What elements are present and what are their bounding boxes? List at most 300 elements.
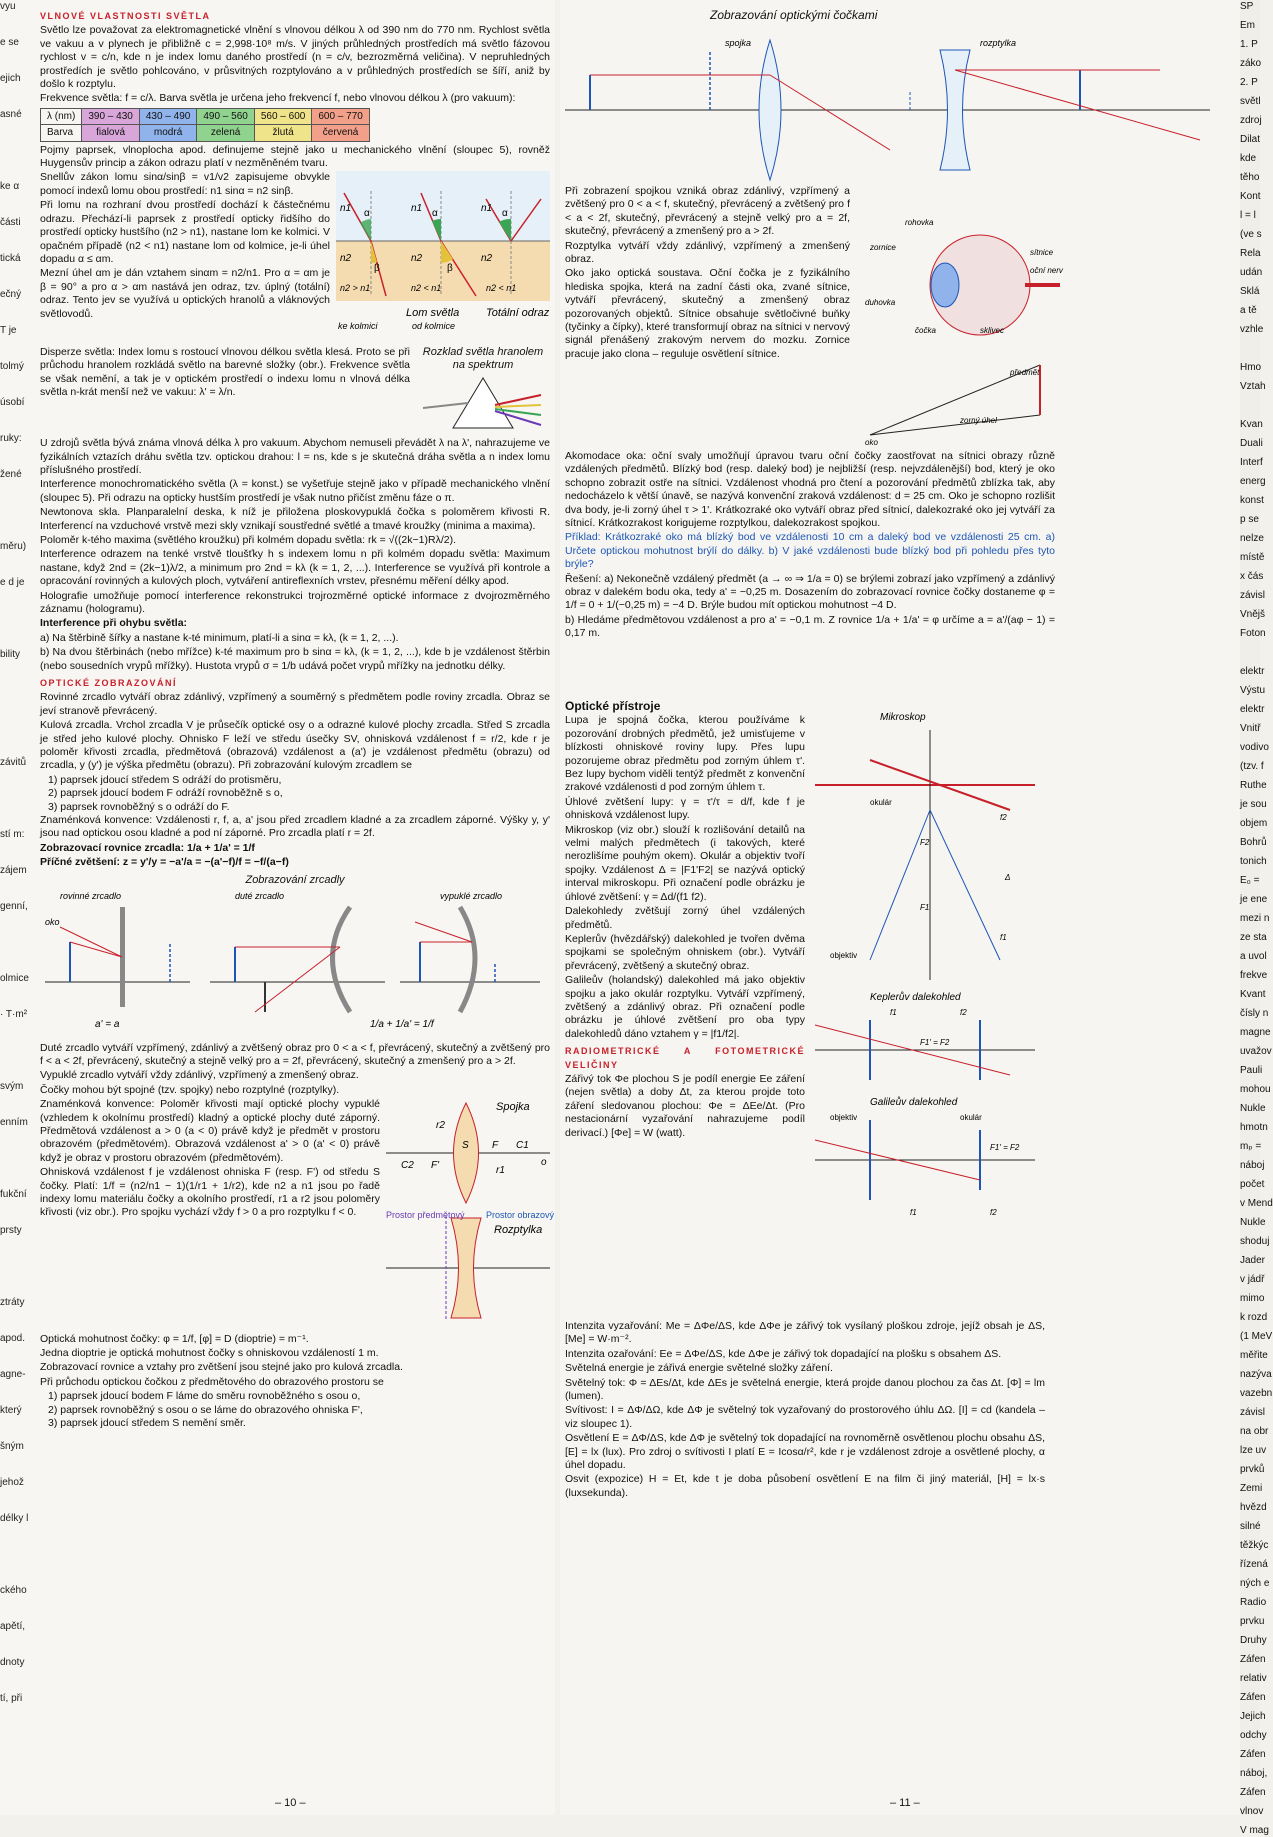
paragraph: Rozptylka vytváří vždy zdánlivý, vzpřímený a zmenšený obraz. (565, 239, 850, 266)
strip-text: SP (1240, 1, 1254, 12)
paragraph: Při průchodu optickou čočkou z předmětového do obrazového prostoru se (40, 1375, 384, 1388)
section-title-radiometric: RADIOMETRICKÉ A FOTOMETRICKÉ VELIČINY (565, 1046, 805, 1070)
paragraph: Kulová zrcadla. Vrchol zrcadla V je průsečík optické osy o a odrazné kulové plochy zrcadla. Střed S zrcadla je střed jeho kulové plochy. Ohnisko F leží ve středu úsečky SV, ohnisková vzdálenost f = r/2, kde r je poloměr křivosti zrcadla, předmětová (obrazová) vzdálenost a (a') je vzdálenost předmětu (obrazu) od zrcadla, y (y') je výška předmětu (obrazu). Při zobrazování kulovým zrcadlem se (40, 719, 550, 772)
label-S: S (462, 1140, 469, 1152)
refraction-figure (336, 171, 550, 345)
strip-text: Hmo (1240, 362, 1262, 373)
strip-text: Rela (1240, 248, 1261, 259)
strip-text: Em (1240, 20, 1255, 31)
left-cut-text (0, 1548, 40, 1562)
label-alpha: α (364, 208, 370, 220)
ray (955, 70, 1200, 140)
eye-label: duhovka (865, 298, 896, 307)
paragraph: Pojmy paprsek, vlnoplocha apod. definujeme stejně jako u mechanického vlnění (sloupec 5), rovněž Huygensův princip a zákon odrazu platí v nezměněném tvaru. (40, 143, 550, 170)
strip-text: Vnějš (1240, 609, 1266, 620)
strip-text: Druhy (1240, 1635, 1267, 1646)
strip-text: náboj, (1240, 1768, 1268, 1779)
label-eye: oko (45, 917, 60, 928)
paragraph: Rovinné zrcadlo vytváří obraz zdánlivý, vzpřímený a souměrný s předmětem podle roviny zrcadla. Obraz se jeví stranově převrácený. (40, 691, 550, 717)
paragraph: Interference monochromatického světla (λ = konst.) se vyšetřuje stejně jako v případě mechanického vlnění (sloupec 5). Při odrazu na opticky hustším prostředí je však nutno přičíst změnu fáze o π. (40, 478, 550, 504)
strip-text: elektr (1240, 666, 1265, 677)
left-cut-text: agne- (0, 1369, 26, 1380)
strip-text: Nukle (1240, 1217, 1266, 1228)
paragraph: b) Na dvou štěrbinách (nebo mřížce) k-té maximum pro b sinα = kλ, (k = 1, 2, ...), kde b je vzdálenost štěrbin (nebo sousedních vrypů mřížky). Hustota vrypů σ = 1/b udává počet vrypů mřížky na jednotku délky. (40, 646, 550, 672)
prism-figure (416, 346, 550, 437)
strip-text: elektr (1240, 704, 1265, 715)
strip-text (1240, 399, 1260, 412)
label-r1: r1 (496, 1165, 505, 1177)
lens-diagram (386, 1098, 555, 1328)
next-page-strip (1240, 0, 1273, 1836)
label-F-prime: F' (431, 1160, 440, 1172)
left-cut-text: T je (0, 325, 17, 336)
strip-text: prvků (1240, 1464, 1265, 1475)
paragraph: Duté zrcadlo vytváří vzpřímený, zdánlivý a zvětšený obraz pro 0 < a < f, převrácený, skutečný a zvětšený pro f < a < 2f, převrácený, skutečný a stejně velký pro a = 2f, převrácený, skutečný a zmenšený pro a > 2f. (40, 1041, 550, 1067)
condition-label: n2 < n1 (486, 283, 517, 294)
left-cut-text: tolmý (0, 361, 24, 372)
left-cut-text: fukční (0, 1189, 27, 1200)
left-cut-column (0, 0, 40, 1728)
strip-text: Výstu (1240, 685, 1266, 696)
galileo-label: f1 (910, 1208, 917, 1217)
left-cut-text: dnoty (0, 1657, 25, 1668)
strip-text: 2. P (1240, 77, 1258, 88)
paragraph: Čočky mohou být spojné (tzv. spojky) nebo rozptylné (rozptylky). (40, 1083, 340, 1096)
instruments-title: Optické přístroje (565, 699, 661, 713)
left-cut-text (0, 720, 40, 734)
strip-text: Záfen (1240, 1787, 1266, 1798)
label-C2: C2 (401, 1160, 414, 1172)
label-rozptylka: Rozptylka (494, 1224, 543, 1237)
caption-totalni: Totální odraz (486, 307, 550, 320)
prism-diagram (423, 373, 543, 433)
strip-text: 1. P (1240, 39, 1258, 50)
strip-text: prvku (1240, 1616, 1265, 1627)
lens-text-column (565, 185, 850, 362)
strip-text (1240, 646, 1260, 659)
left-cut-text: délky l (0, 1513, 29, 1524)
concave-mirror (333, 907, 351, 1012)
spectrum-range: 490 – 560 (197, 108, 255, 124)
lens-imaging-diagram (560, 30, 1230, 180)
left-cut-text: ečný (0, 289, 22, 300)
strip-text: konst (1240, 495, 1264, 506)
left-cut-text: prsty (0, 1225, 22, 1236)
page-11 (560, 0, 1240, 1815)
strip-text: k rozd (1240, 1312, 1268, 1323)
left-cut-text: žené (0, 469, 22, 480)
eye-label: předmět (1010, 368, 1040, 377)
strip-text: Radio (1240, 1597, 1267, 1608)
strip-text: Kvan (1240, 419, 1263, 430)
strip-text (1240, 342, 1260, 355)
strip-text: l = l (1240, 210, 1256, 221)
strip-text: V mag (1240, 1825, 1269, 1836)
left-cut-text: úsobí (0, 397, 25, 408)
list-item: 3) paprsek rovnoběžný s o odráží do F. (48, 800, 230, 813)
strip-text: Jader (1240, 1255, 1266, 1266)
ray (255, 947, 340, 1012)
strip-text: objem (1240, 818, 1268, 829)
strip-text: a tě (1240, 305, 1257, 316)
label-prostor-obrazovy: Prostor obrazový (486, 1210, 555, 1221)
strip-text: vzhle (1240, 324, 1264, 335)
label-alpha: α (432, 208, 438, 220)
label-n1: n1 (340, 203, 352, 215)
paragraph: Jedna dioptrie je optická mohutnost čočky s ohniskovou vzdáleností 1 m. (40, 1346, 379, 1359)
strip-text: Foton (1240, 628, 1266, 639)
galileo-label: okulár (960, 1113, 982, 1122)
paragraph: Keplerův (hvězdářský) dalekohled je tvořen dvěma spojkami se společným ohniskem (obr.). Vytváří převrácený, zvětšený a skutečný obraz. (565, 932, 805, 972)
ray (930, 810, 1000, 960)
caption-lom: Lom světla (406, 307, 460, 320)
paragraph: Interference při ohybu světla: (40, 617, 188, 630)
strip-text: nelze (1240, 533, 1264, 544)
paragraph: Interference odrazem na tenké vrstvě tloušťky h s indexem lomu n při kolmém dopadu světla: Maximum nastane, když 2nd = (2k−1)λ/2, a minimum pro 2nd = kλ (k = 1, 2, ...). Interference se využívá při kontrole a opracování rovinných a kulových ploch, vytváření antireflexních vrstev, přesnému měření délky apod. (40, 548, 550, 588)
paragraph: Lupa je spojná čočka, kterou používáme k pozorování drobných předmětů, jež umisťujeme v blízkosti ohniskové roviny lupy. Přes lupu pozorujeme obraz předmětu pod zorným úhlem τ'. Bez lupy bychom viděli tentýž předmět z konvenční zrakové vzdálenosti d pod zorným úhlem τ. (565, 714, 805, 794)
microscope-label: f2 (1000, 813, 1007, 822)
paragraph: Optická mohutnost čočky: φ = 1/f, [φ] = D (dioptrie) = m⁻¹. (40, 1332, 309, 1345)
paragraph: Světlo lze považovat za elektromagnetické vlnění s vlnovou délkou λ od 390 nm do 770 nm. Rychlost světla ve vakuu a v plynech je přibližně c = 2,998·10⁸ m/s. V jiných průhledných prostředích má světlo fázovou rychlost v = c/n, kde n je index lomu daného prostředí (n = c/v, bezrozměrná veličina). V nepruhledných prostředích je světlo pohlcováno, v průsvitných rozptylováno a v průhledných prostředích se šíří, aniž by došlo k rozptylu. (40, 24, 550, 91)
left-cut-text: ztráty (0, 1297, 25, 1308)
label-plane-eq: a' = a (95, 1019, 120, 1031)
strip-text: Zemi (1240, 1483, 1263, 1494)
strip-text: místě (1240, 552, 1265, 563)
left-cut-text (0, 936, 40, 950)
paragraph: Poloměr k-tého maxima (světlého kroužku) při kolmém dopadu světla: rk = √((2k−1)Rλ/2). (40, 533, 456, 546)
left-cut-text (0, 1044, 40, 1058)
spectrum-range: 390 – 430 (82, 108, 140, 124)
strip-text: je ene (1240, 894, 1268, 905)
left-cut-text: olmice (0, 973, 29, 984)
strip-text: závisl (1240, 1407, 1266, 1418)
convex-mirror (460, 907, 475, 1012)
eye-label: čočka (915, 326, 936, 335)
eye-label: sítnice (1030, 248, 1054, 257)
strip-text: Vnitř (1240, 723, 1261, 734)
microscope-label: F1 (920, 903, 930, 912)
strip-text: náboj (1240, 1160, 1265, 1171)
strip-text: ných e (1240, 1578, 1270, 1589)
page-10 (0, 0, 555, 1815)
paragraph: Světelná energie je zářivá energie světelné složky záření. (565, 1362, 833, 1375)
label-beta: β (374, 263, 380, 275)
strip-text: vodivo (1240, 742, 1269, 753)
paragraph: Znaménková konvence: Poloměr křivosti mají optické plochy vypuklé (vzhledem k okolnímu prostředí) kladný a optické plochy duté záporný. Předmětová vzdálenost a > 0 (a < 0) právě když je předmět v prostoru obrazovém (předmětovém). Obrazová vzdálenost a' > 0 (a' < 0) právě když je obraz v prostoru obrazovém (předmětovém). (40, 1098, 380, 1164)
left-cut-text: který (0, 1405, 22, 1416)
eye-diagram (860, 205, 1063, 447)
left-cut-text: e se (0, 37, 19, 48)
page-number: – 10 – (275, 1797, 306, 1809)
paragraph: Akomodace oka: oční svaly umožňují úpravou tvaru oční čočky zaostřovat na sítnici obrazy různě vzdálených předmětů. Blízký bod (resp. daleký bod) je nejbližší (resp. nejvzdálenější) bod, který je oko schopno zobrazit ostře na sítnici. Vzdálenost vhodná pro čtení a pozorování předmětů zblízka tak, aby nedocházelo k větší únavě, se nazývá konvenční zraková vzdálenost: d = 25 cm. Oko je schopno rozlišit dva body, je-li zorný úhel τ > 1'. Krátkozraké oko vytváří obraz před sítnicí, dalekozraké oko jej vytváří za sítnicí. Krátkozrakost korigujeme rozptylkou, dalekozrakost spojkou. (565, 450, 1055, 530)
paragraph: U zdrojů světla bývá známa vlnová délka λ pro vakuum. Abychom nemuseli převádět λ na λ', nahrazujeme ve fyzikálních vztazích dráhu světla tzv. optickou drahou: l = ns, kde s je skutečná dráha světla a n index lomu příslušného prostředí. (40, 437, 550, 476)
spectrum-row-label: Barva (41, 125, 82, 141)
left-cut-text (0, 1260, 40, 1274)
strip-text: Záfen (1240, 1749, 1266, 1760)
left-cut-text: bility (0, 649, 21, 660)
strip-text: Bohrů (1240, 837, 1267, 848)
label-n2: n2 (481, 253, 493, 265)
strip-text: hmotn (1240, 1122, 1268, 1133)
left-cut-text: · T·m² (0, 1009, 28, 1020)
spectrum-color: fialová (82, 125, 140, 141)
left-cut-text (0, 504, 40, 518)
section-title-optics: OPTICKÉ ZOBRAZOVÁNÍ (40, 678, 178, 688)
strip-text: vlnov (1240, 1806, 1264, 1817)
left-cut-text: zájem (0, 865, 27, 876)
prism-caption: Rozklad světla hranolem na spektrum (422, 345, 544, 372)
left-cut-text: vyu (0, 1, 16, 12)
lens-figure (386, 1098, 555, 1332)
label-prostor-predmetovy: Prostor předmětový (386, 1210, 465, 1221)
equation: Příčné zvětšení: z = y'/y = −a'/a = −(a'−f)/f = −f/(a−f) (40, 856, 289, 869)
paragraph: Úhlové zvětšení lupy: γ = τ'/τ = d/f, kde f je ohnisková vzdálenost lupy. (565, 795, 805, 822)
eye-label: sklivec (980, 326, 1005, 335)
strip-text: těžkýc (1240, 1540, 1269, 1551)
left-cut-text: svým (0, 1081, 24, 1092)
solution-paragraph: Řešení: a) Nekonečně vzdálený předmět (a → ∞ ⇒ 1/a = 0) se brýlemi zobrazí jako vzpřímený a zdánlivý obraz v dalekém bodu oka, tedy a' = −0,25 m. Dosazením do zobrazovací rovnice čočky dostaneme φ = 1/f = 0 + 1/(−0,25 m) = −4 D. Brýle budou mít optickou mohutnost −4 D. (565, 572, 1055, 612)
paragraph: Při lomu na rozhraní dvou prostředí dochází k částečnému odrazu. Přechází-li paprsek z prostředí opticky řidšího do prostředí opticky hustšího (n2 > n1), nastane lom ke kolmici. V opačném případě (n2 < n1) nastane lom od kolmice, je-li úhel dopadu α ≤ αm. (40, 199, 330, 265)
paragraph: Intenzita ozařování: Ee = ΔΦe/ΔS, kde ΔΦe je zářivý tok dopadající na plošku s obsahem ΔS. (565, 1347, 1002, 1360)
strip-text: Záfen (1240, 1692, 1266, 1703)
strip-text: čísly n (1240, 1008, 1269, 1019)
strip-text: Sklá (1240, 286, 1260, 297)
strip-text: silné (1240, 1521, 1261, 1532)
strip-text: kde (1240, 153, 1257, 164)
mirrors-figure (40, 874, 550, 1042)
paragraph: Mezní úhel αm je dán vztahem sinαm = n2/n1. Pro α = αm je β = 90° a pro α > αm nastává jen odraz, tzv. úplný (totální) odraz. Tento jev se využívá u optických hranolů a vláknových světlovodů. (40, 267, 330, 320)
eye-lens (931, 263, 959, 307)
spectrum-color: modrá (139, 125, 197, 141)
paragraph: Disperze světla: Index lomu s rostoucí vlnovou délkou světla klesá. Proto se při průchodu hranolem rozkládá světlo na barevné složky (obr.). Frekvence světla se však nemění, a tak je v optickém prostředí o indexu lomu n vlnová délka světla n-krát menší než ve vakuu: λ' = λ/n. (40, 345, 410, 399)
strip-text: řízená (1240, 1559, 1268, 1570)
left-cut-text: e d je (0, 577, 25, 588)
page-number: – 11 – (890, 1797, 920, 1809)
strip-text: udán (1240, 267, 1263, 278)
paragraph: Znaménková konvence: Vzdálenosti r, f, a, a' jsou před zrcadlem kladné a za zrcadlem záporné. Výšky y, y' jsou nad optickou osou kladné a pod ní záporné. Pro zrcadla platí r = 2f. (40, 814, 550, 840)
galileo-label: F1' = F2 (990, 1143, 1020, 1152)
left-cut-text: ruky: (0, 433, 22, 444)
label-F: F (492, 1140, 499, 1152)
condition-label: n2 < n1 (411, 283, 442, 294)
strip-text: energ (1240, 476, 1266, 487)
label-alpha: α (502, 208, 508, 220)
left-cut-text: měru) (0, 541, 27, 552)
paragraph: Newtonova skla. Planparalelní deska, k níž je přiložena ploskovypuklá čočka s poloměrem křivosti R. Interferencí na vzduchové vrstvě mezi skly vznikají soustředné světlé a tmavé kroužky (minima a maxima). (40, 506, 550, 532)
strip-text: měřite (1240, 1350, 1268, 1361)
strip-text: uvažov (1240, 1046, 1272, 1057)
mirrors-diagram (40, 887, 545, 1037)
strip-text: záko (1240, 58, 1262, 69)
left-cut-text (0, 684, 40, 698)
paragraph: Dalekohledy zvětšují zorný úhel vzdálených předmětů. (565, 905, 805, 931)
strip-text: závisl (1240, 590, 1266, 601)
solution-paragraph: b) Hledáme předmětovou vzdálenost a pro a' = −0,1 m. Z rovnice 1/a + 1/a' = φ určíme a = a'/(aφ − 1) = 0,17 m. (565, 613, 1055, 640)
strip-text: Kvant (1240, 989, 1266, 1000)
strip-text: vazebn (1240, 1388, 1273, 1399)
galileo-title: Galileův dalekohled (870, 1097, 958, 1108)
equation: Zobrazovací rovnice zrcadla: 1/a + 1/a' = 1/f (40, 841, 255, 854)
mirrors-title: Zobrazování zrcadly (245, 873, 345, 886)
strip-text: p se (1240, 514, 1259, 525)
strip-text: (ve s (1240, 229, 1262, 240)
label-n1: n1 (481, 203, 493, 215)
paragraph: Vypuklé zrcadlo vytváří vždy zdánlivý, vzpřímený a zmenšený obraz. (40, 1069, 359, 1082)
strip-text: relativ (1240, 1673, 1267, 1684)
paragraph: a) Na štěrbině šířky a nastane k-té minimum, platí-li a sinα = kλ, (k = 1, 2, ...). (40, 631, 399, 644)
left-cut-text: tí, při (0, 1693, 23, 1704)
left-cut-text: tická (0, 253, 21, 264)
microscope-label: Δ (1005, 873, 1011, 882)
ray (870, 810, 930, 960)
list-item: 1) paprsek jdoucí středem S odráží do protisměru, (48, 773, 282, 786)
strip-text: Vztah (1240, 381, 1266, 392)
paragraph: Intenzita vyzařování: Me = ΔΦe/ΔS, kde ΔΦe je zářivý tok vysílaný ploškou zdroje, jejíž obsah je ΔS, [Me] = W·m⁻². (565, 1320, 1045, 1346)
kepler-label: F1' = F2 (920, 1038, 950, 1047)
left-cut-text (0, 792, 40, 806)
eye-label: oční nerv (1030, 266, 1063, 275)
microscope-title: Mikroskop (880, 712, 926, 723)
section-title-light: VLNOVÉ VLASTNOSTI SVĚTLA (40, 11, 211, 21)
convex-lens (759, 40, 781, 180)
strip-text: Nukle (1240, 1103, 1266, 1114)
paragraph: Oko jako optická soustava. Oční čočka je z fyzikálního hlediska spojka, která na zadní části oka, zvané sítnice, vytváří převrácený, skutečný a zmenšený obraz pozorovaných objektů. Sítnice obsahuje světločivné buňky (tyčinky a čípky), které transformují obraz na sítnici v nervový signál přenášený zrakovým nervem do mozku. Zornice pracuje jako clona – reguluje osvětlení sítnice. (565, 267, 850, 360)
eye-text-column (565, 450, 1055, 642)
paragraph: Mikroskop (viz obr.) slouží k rozlišování detailů na velmi malých předmětech (i takových, které nerozlišíme pouhým okem). Okulár a objektiv tvoří spojky. Vzdálenost Δ = |F1'F2| se nazývá optický interval mikroskopu. Při označení podle obrázku je úhlové zvětšení: γ = Δd/(f1 f2). (565, 823, 805, 903)
strip-text: mₚ = (1240, 1141, 1262, 1152)
left-cut-text (0, 144, 40, 158)
caption-ke-kolmici: ke kolmici (338, 321, 378, 332)
strip-text: magne (1240, 1027, 1271, 1038)
strip-text: mezi n (1240, 913, 1270, 924)
paragraph: Zářivý tok Φe plochou S je podíl energie Ee záření (nejen světla) a doby Δt, za kterou projde toto záření sledovanou plochou: Φe = ΔEe/Δt. (Pro nestacionární vyzařování nahrazujeme podíl derivací.) [Φe] = W (watt). (565, 1072, 805, 1139)
kepler-title: Keplerův dalekohled (870, 992, 961, 1003)
ray (415, 922, 472, 942)
label-mirror-eq: 1/a + 1/a' = 1/f (370, 1019, 434, 1031)
strip-text: Záfen (1240, 1654, 1266, 1665)
left-cut-text: stí m: (0, 829, 25, 840)
label-o: o (541, 1157, 547, 1169)
strip-text: frekve (1240, 970, 1268, 981)
strip-text: v Mend (1240, 1198, 1273, 1209)
paragraph: Zobrazovací rovnice a vztahy pro zvětšení jsou stejné jako pro kulová zrcadla. (40, 1361, 404, 1374)
strip-text: Jejich (1240, 1711, 1266, 1722)
list-item: 2) paprsek jdoucí bodem F odráží rovnoběžně s o, (48, 787, 283, 800)
strip-text: a uvol (1240, 951, 1267, 962)
label-C1: C1 (516, 1140, 529, 1152)
left-cut-text: genní, (0, 901, 28, 912)
strip-text: nazýva (1240, 1369, 1272, 1380)
label-n2: n2 (340, 253, 352, 265)
left-cut-text (0, 612, 40, 626)
label-rozptylka: rozptylka (980, 38, 1017, 48)
paragraph: Frekvence světla: f = c/λ. Barva světla je určena jeho frekvencí f, nebo vlnovou délkou λ (pro vakuum): (40, 92, 516, 105)
list-item: 2) paprsek rovnoběžný s osou o se láme do obrazového ohniska F', (48, 1403, 363, 1416)
paragraph: Ohnisková vzdálenost f je vzdálenost ohniska F (resp. F') od středu S čočky. Platí: 1/f = (n2/n1 − 1)(1/r1 + 1/r2), kde n2 a n1 jsou po řadě indexy lomu materiálu čočky a okolního prostředí, r1 a r2 jsou poloměry křivosti (viz obr.). Pro spojku vychází vždy f > 0 a pro rozptylku f < 0. (40, 1166, 380, 1219)
strip-text: Ruthe (1240, 780, 1267, 791)
strip-text: Interf (1240, 457, 1263, 468)
microscope-label: F2 (920, 838, 930, 847)
strip-text: tonich (1240, 856, 1267, 867)
microscope-label: okulár (870, 798, 892, 807)
strip-text: (tzv. f (1240, 761, 1264, 772)
eye-label: zorný úhel (960, 416, 997, 425)
left-cut-text: ckého (0, 1585, 27, 1596)
left-cut-text: šným (0, 1441, 24, 1452)
strip-text: mimo (1240, 1293, 1265, 1304)
label-spojka: Spojka (496, 1101, 530, 1114)
strip-text: ze sta (1240, 932, 1267, 943)
paragraph: Osvit (expozice) H = Et, kde t je doba působení osvětlení E na film či jiný materiál, [H] = lx·s (luxsekunda). (565, 1473, 1045, 1499)
left-cut-text (0, 1152, 40, 1166)
strip-text: zdroj (1240, 115, 1262, 126)
list-item: 1) paprsek jdoucí bodem F láme do směru rovnoběžného s osou o, (48, 1390, 361, 1403)
spectrum-range: 430 – 490 (139, 108, 197, 124)
strip-text: x čás (1240, 571, 1264, 582)
spectrum-range: 600 – 770 (312, 108, 370, 124)
spectrum-table (40, 108, 370, 142)
strip-text: odchy (1240, 1730, 1267, 1741)
strip-text: těho (1240, 172, 1260, 183)
strip-text: hvězd (1240, 1502, 1267, 1513)
lens-title: Zobrazování optickými čočkami (710, 8, 878, 22)
radiometric-column (565, 1320, 1045, 1501)
left-cut-text: jehož (0, 1477, 24, 1488)
kepler-label: f2 (960, 1008, 967, 1017)
light-section (40, 6, 555, 1430)
microscope-label: objektiv (830, 951, 858, 960)
strip-text: v jádř (1240, 1274, 1265, 1285)
label-beta: β (447, 263, 453, 275)
strip-text: E₀ = (1240, 875, 1260, 886)
galileo-label: f2 (990, 1208, 997, 1217)
left-cut-text: závitů (0, 757, 27, 768)
convex-lens (454, 1103, 479, 1203)
paragraph: Osvětlení E = ΔΦ/ΔS, kde ΔΦ je světelný tok dopadající na rovnoměrně osvětlenou plochu obsahu ΔS, [E] = lx (lux). Pro zdroj o svítivosti I platí E = Icosα/r², kde r je vzdálenost zdroje a osvětlené plochy, α úhel dopadu. (565, 1432, 1045, 1472)
refraction-diagram (336, 171, 550, 341)
paragraph: Světelný tok: Φ = ΔEs/Δt, kde ΔEs je světelná energie, která projde danou plochou za čas Δt. [Φ] = lm (lumen). (565, 1376, 1045, 1403)
strip-text: shoduj (1240, 1236, 1270, 1247)
condition-label: n2 > n1 (340, 283, 371, 294)
paragraph: Snellův zákon lomu sinα/sinβ = v1/v2 zapisujeme obvykle pomocí indexů lomu obou prostředí: n1 sinα = n2 sinβ. (40, 171, 330, 197)
eye-label: oko (865, 438, 878, 447)
label-n1: n1 (411, 203, 423, 215)
spectrum-row-label: λ (nm) (41, 108, 82, 124)
spectrum-color: žlutá (254, 125, 312, 141)
instruments-diagram (810, 710, 1040, 1280)
kepler-label: f1 (890, 1008, 897, 1017)
left-cut-text: apod. (0, 1333, 26, 1344)
eye-label: zornice (870, 243, 896, 252)
label-n2: n2 (411, 253, 423, 265)
label-r2: r2 (436, 1120, 445, 1132)
strip-text: Pauli (1240, 1065, 1263, 1076)
strip-text: počet (1240, 1179, 1265, 1190)
strip-text: Dilat (1240, 134, 1261, 145)
left-cut-text: části (0, 217, 21, 228)
label-concave-mirror: duté zrcadlo (235, 891, 285, 902)
left-cut-text: ke α (0, 181, 20, 192)
paragraph: Svítivost: I = ΔΦ/ΔΩ, kde ΔΦ je světelný tok vyzařovaný do prostorového úhlu ΔΩ. [I] = cd (kandela – viz sloupec 1). (565, 1404, 1045, 1430)
left-cut-text: asné (0, 109, 22, 120)
eye-label: rohovka (905, 218, 934, 227)
caption-od-kolmice: od kolmice (412, 321, 456, 332)
galileo-label: objektiv (830, 1113, 858, 1122)
spectrum-range: 560 – 600 (254, 108, 312, 124)
strip-text: Duali (1240, 438, 1263, 449)
label-plane-mirror: rovinné zrcadlo (60, 891, 122, 902)
spectrum-color: červená (312, 125, 370, 141)
